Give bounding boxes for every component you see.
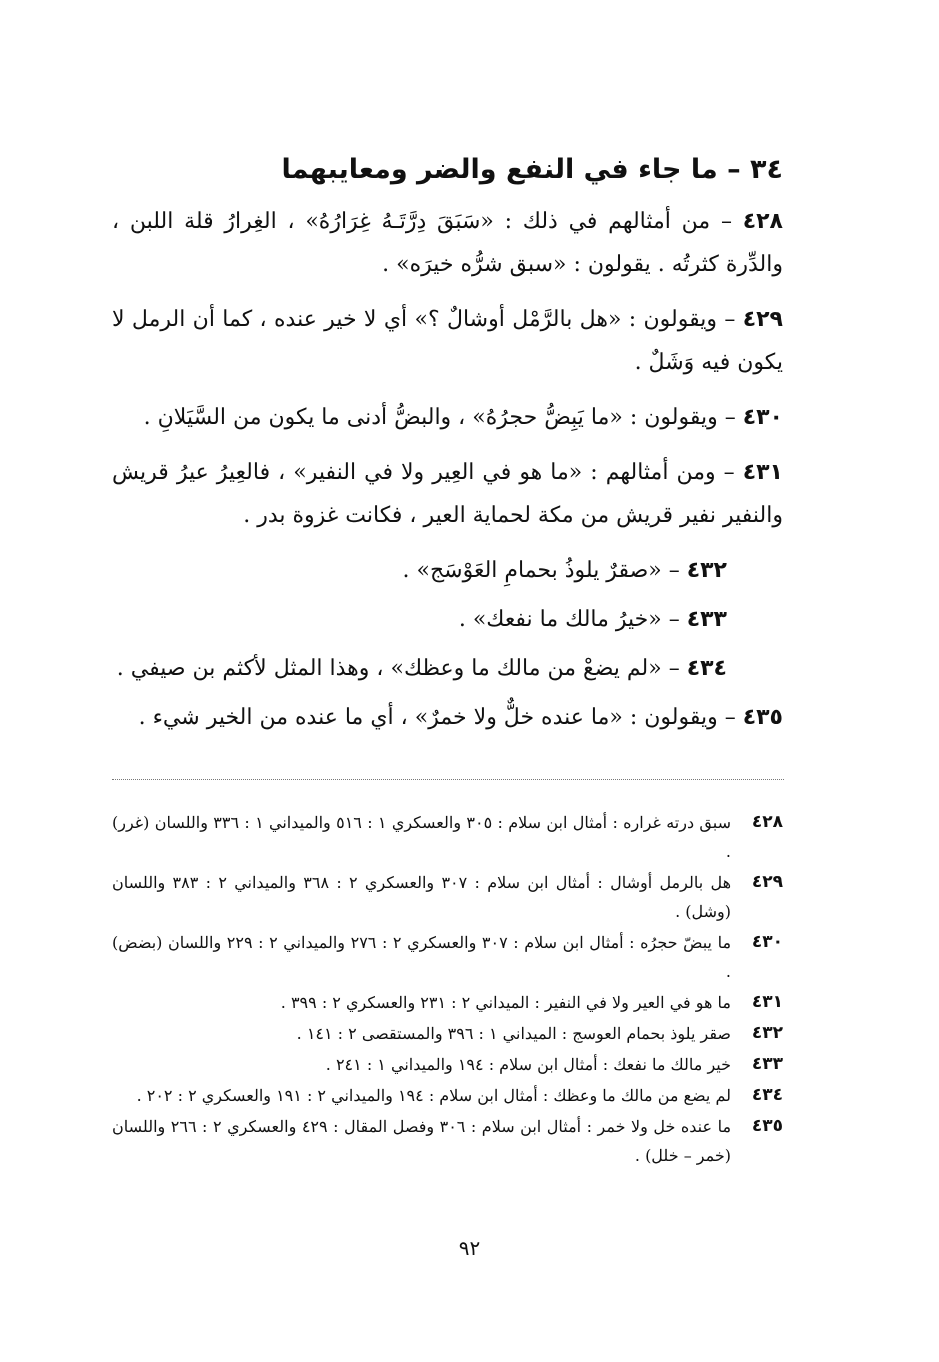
footnote-428 [112,808,783,866]
page-body [112,150,783,751]
footnote-number: ٤٣٤ [751,1085,783,1105]
entry-number: ٤٣٠ [742,405,783,430]
footnote-number: ٤٢٨ [751,812,783,832]
entry-number: ٤٢٨ [742,209,783,234]
entry-number: ٤٣٥ [742,705,783,730]
footnote-435 [112,1112,783,1170]
footnote-text: سبق درته غراره : أمثال ابن سلام : ٣٠٥ والعسكري ١ : ٥١٦ والميداني ١ : ٣٣٦ واللسان (غرر) . [112,813,732,861]
entry-text: – ويقولون : «هل بالرَّمْل أوشالٌ ؟» أي لا خير عنده ، كما أن الرمل لا يكون فيه وَشَلٌ . [112,307,783,375]
footnote-434 [112,1081,783,1110]
footnote-431 [112,988,783,1017]
footnote-text: هل بالرمل أوشال : أمثال ابن سلام : ٣٠٧ والعسكري ٢ : ٣٦٨ والميداني ٢ : ٣٨٣ واللسان (وشل) . [112,873,732,921]
entry-number: ٤٣٢ [686,558,727,583]
entry-text: – من أمثالهم في ذلك : «سَبَقَ دِرَّتَـهُ غِرَارُهُ» ، الغِرارُ قلة اللبن ، والدِّرة كثرتُه . يقولون : «سبق شرُّه خيرَه» . [112,209,783,277]
entry-text: – ويقولون : «ما يَبِضُّ حجرُهُ» ، والبضُّ أدنى ما يكون من السَّيَلانِ . [143,405,743,430]
footnote-number: ٤٣٥ [751,1116,783,1136]
footnote-429 [112,868,783,926]
entry-431 [112,451,783,537]
entry-430 [112,396,783,439]
footnote-text: لم يضع من مالك ما وعظك : أمثال ابن سلام : ١٩٤ والميداني ٢ : ١٩١ والعسكري ٢ : ٢٠٢ . [136,1086,731,1105]
footnote-text: ما يبضّ حجرُه : أمثال ابن سلام : ٣٠٧ والعسكري ٢ : ٢٧٦ والميداني ٢ : ٢٢٩ واللسان (بضض) . [112,933,732,981]
footnote-number: ٤٣٢ [751,1023,783,1043]
entry-428 [112,200,783,286]
entry-number: ٤٣١ [742,460,783,485]
chapter-title: ٣٤ – ما جاء في النفع والضر ومعايبهما [281,154,783,185]
entry-number: ٤٣٣ [686,607,727,632]
footnote-text: ما عنده خل ولا خمر : أمثال ابن سلام : ٣٠٦ وفصل المقال : ٤٢٩ والعسكري ٢ : ٢٦٦ واللسان (خمر – خلل) . [112,1117,732,1165]
entry-number: ٤٣٤ [686,656,727,681]
footnote-text: صقر يلوذ بحمام العوسج : الميداني ١ : ٣٩٦ والمستقصى ٢ : ١٤١ . [296,1024,731,1043]
footnote-number: ٤٣١ [751,992,783,1012]
entry-433 [112,598,783,641]
entry-text: – «خيرُ مالك ما نفعك» . [458,607,687,632]
footnotes [112,808,783,1172]
footnote-number: ٤٣٣ [751,1054,783,1074]
page-number: ٩٢ [458,1236,481,1260]
entry-number: ٤٢٩ [742,307,783,332]
footnote-text: خير مالك ما نفعك : أمثال ابن سلام : ١٩٤ والميداني ١ : ٢٤١ . [325,1055,731,1074]
footnote-number: ٤٣٠ [751,932,783,952]
entry-432 [112,549,783,592]
entry-435 [112,696,783,739]
footnote-433 [112,1050,783,1079]
footnote-text: ما هو في العير ولا في النفير : الميداني ٢ : ٢٣١ والعسكري ٢ : ٣٩٩ . [280,993,731,1012]
entry-text: – ومن أمثالهم : «ما هو في العِير ولا في النفير» ، فالعِيرُ عيرُ قريش والنفير نفير قريش من مكة لحماية العير ، فكانت غزوة بدر . [112,460,783,528]
entry-434 [112,647,783,690]
footnote-430 [112,928,783,986]
entry-text: – «لم يضعْ من مالك ما وعظك» ، وهذا المثل لأكثم بن صيفي . [116,656,687,681]
entry-429 [112,298,783,384]
footnote-432 [112,1019,783,1048]
footnote-separator [112,779,784,780]
entry-text: – ويقولون : «ما عنده خلٌّ ولا خمرٌ» ، أي ما عنده من الخير شيء . [138,705,743,730]
entry-text: – «صقرٌ يلوذُ بحمامِ العَوْسَج» . [402,558,687,583]
footnote-number: ٤٢٩ [751,872,783,892]
